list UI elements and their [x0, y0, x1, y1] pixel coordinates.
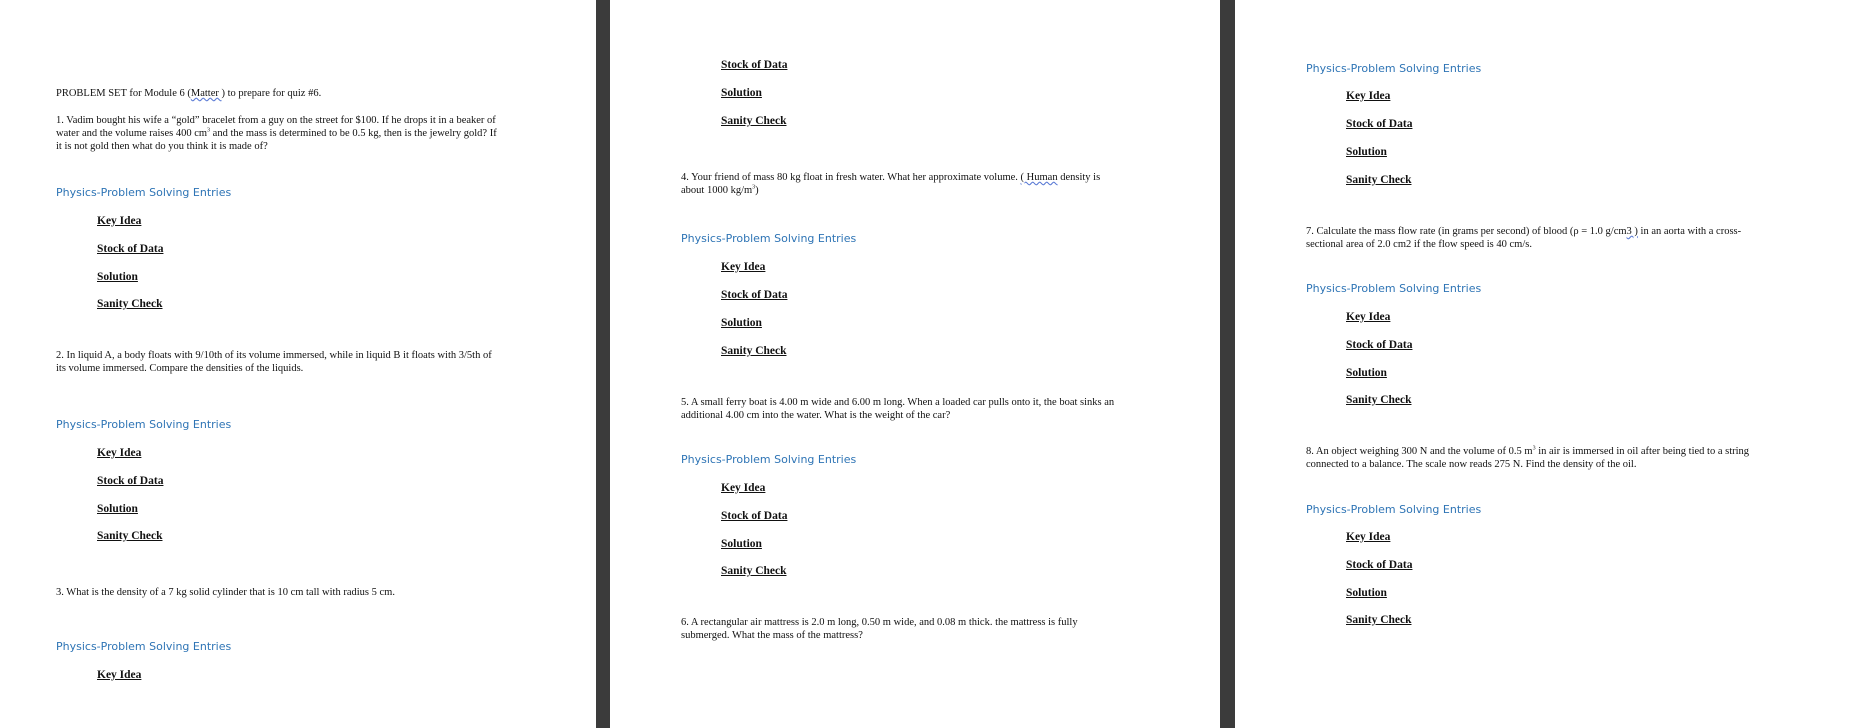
document-page-2 [610, 0, 1220, 728]
entry-solution: Solution [721, 317, 762, 329]
question-5: 5. A small ferry boat is 4.00 m wide and 6.00 m long. When a loaded car pulls onto it, the boat sinks an additional 4.00 cm into the water. What is the weight of the car? [681, 397, 1115, 421]
entry-sanity-check: Sanity Check [97, 530, 163, 542]
entry-sanity-check: Sanity Check [721, 115, 787, 127]
section-heading: Physics-Problem Solving Entries [56, 186, 232, 199]
entry-key-idea: Key Idea [97, 215, 142, 227]
entry-solution: Solution [721, 538, 762, 550]
entry-solution: Solution [97, 271, 138, 283]
entry-stock-of-data: Stock of Data [1346, 559, 1413, 571]
section-heading: Physics-Problem Solving Entries [1306, 503, 1482, 516]
entry-stock-of-data: Stock of Data [97, 243, 164, 255]
entry-solution: Solution [1346, 587, 1387, 599]
entry-stock-of-data: Stock of Data [97, 475, 164, 487]
section-heading: Physics-Problem Solving Entries [1306, 62, 1482, 75]
document-page-3 [1235, 0, 1852, 728]
entry-sanity-check: Sanity Check [97, 298, 163, 310]
section-heading: Physics-Problem Solving Entries [681, 232, 857, 245]
entry-solution: Solution [1346, 146, 1387, 158]
question-4: 4. Your friend of mass 80 kg float in fresh water. What her approximate volume. ( Human density is about 1000 $kg/m^3$) [681, 172, 1101, 196]
entry-key-idea: Key Idea [721, 261, 766, 273]
section-heading: Physics-Problem Solving Entries [1306, 282, 1482, 295]
document-page-1 [0, 0, 596, 728]
entry-key-idea: Key Idea [1346, 531, 1391, 543]
entry-stock-of-data: Stock of Data [1346, 339, 1413, 351]
entry-stock-of-data: Stock of Data [721, 59, 788, 71]
entry-stock-of-data: Stock of Data [721, 510, 788, 522]
entry-key-idea: Key Idea [97, 447, 142, 459]
section-heading: Physics-Problem Solving Entries [56, 640, 232, 653]
entry-solution: Solution [721, 87, 762, 99]
entry-solution: Solution [1346, 367, 1387, 379]
section-heading: Physics-Problem Solving Entries [56, 418, 232, 431]
entry-sanity-check: Sanity Check [721, 565, 787, 577]
question-7: 7. Calculate the mass flow rate (in grams per second) of blood (ρ = 1.0 g/cm3 ) in an aorta with a cross- sectional area of 2.0 cm2 if the flow speed is 40 cm/s. [1306, 226, 1742, 250]
problem-set-title: PROBLEM SET for Module 6 (Matter ) to prepare for quiz #6. [56, 88, 322, 99]
entry-solution: Solution [97, 503, 138, 515]
entry-stock-of-data: Stock of Data [1346, 118, 1413, 130]
spellcheck-flag: Matter [190, 88, 222, 99]
spellcheck-flag: 3 ) [1626, 226, 1638, 237]
question-1: 1. Vadim bought his wife a “gold” bracelet from a guy on the street for $100. If he drops it in a beaker of water and the volume raises 400 $cm^3$ and the mass is determined to be 0.5 kg, then is the jewelry gold? If it is not gold then what do you think it is made of? [56, 115, 497, 152]
entry-sanity-check: Sanity Check [1346, 394, 1412, 406]
entry-key-idea: Key Idea [1346, 90, 1391, 102]
entry-sanity-check: Sanity Check [721, 345, 787, 357]
entry-key-idea: Key Idea [721, 482, 766, 494]
entry-key-idea: Key Idea [1346, 311, 1391, 323]
entry-key-idea: Key Idea [97, 669, 142, 681]
entry-stock-of-data: Stock of Data [721, 289, 788, 301]
section-heading: Physics-Problem Solving Entries [681, 453, 857, 466]
question-2: 2. In liquid A, a body floats with 9/10th of its volume immersed, while in liquid B it floats with 3/5th of its volume immersed. Compare the densities of the liquids. [56, 350, 492, 374]
entry-sanity-check: Sanity Check [1346, 174, 1412, 186]
question-6: 6. A rectangular air mattress is 2.0 m long, 0.50 m wide, and 0.08 m thick. the mattress is fully submerged. What the mass of the mattress? [681, 617, 1078, 641]
entry-sanity-check: Sanity Check [1346, 614, 1412, 626]
question-3: 3. What is the density of a 7 kg solid cylinder that is 10 cm tall with radius 5 cm. [56, 587, 395, 598]
spellcheck-flag: ( Human [1020, 172, 1058, 183]
question-8: 8. An object weighing 300 N and the volume of 0.5 $m^3$ in air is immersed in oil after being tied to a string connected to a balance. The scale now reads 275 N. Find the density of the oil. [1306, 445, 1750, 470]
